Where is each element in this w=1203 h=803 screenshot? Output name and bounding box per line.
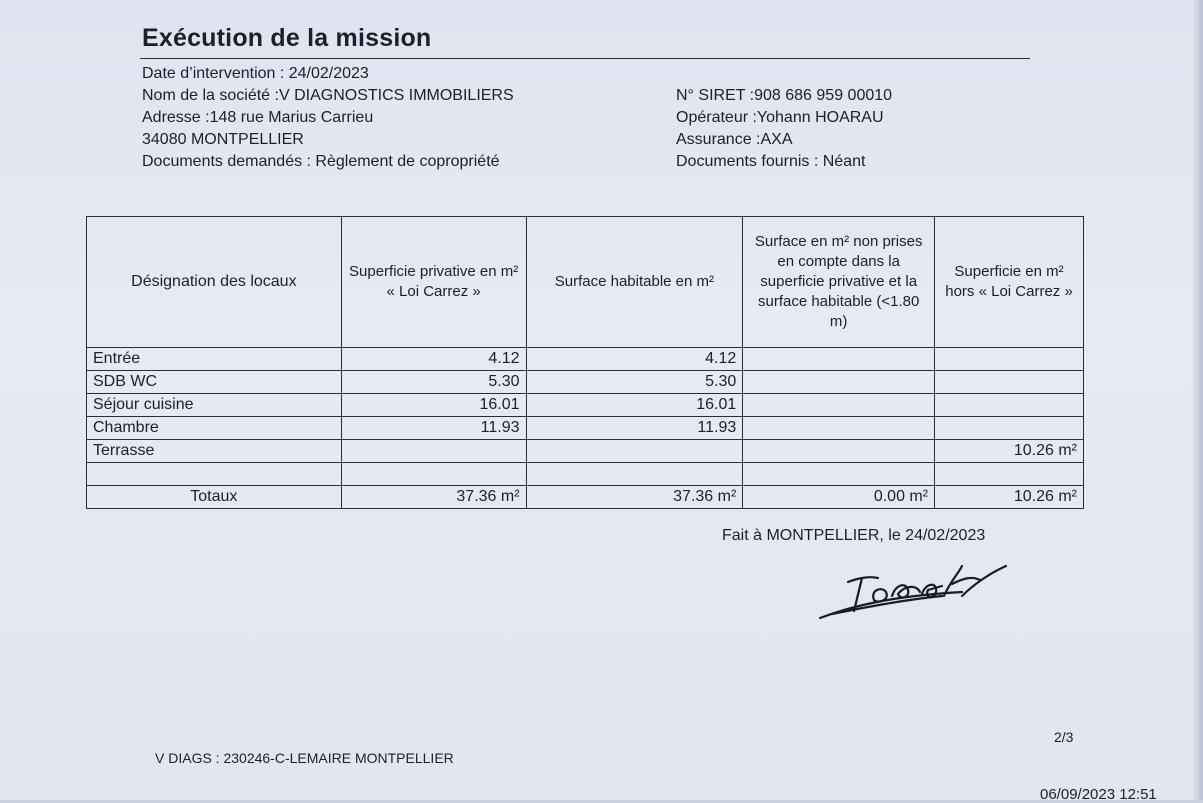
title-divider bbox=[140, 58, 1030, 59]
surface-table bbox=[86, 216, 1084, 509]
row-label bbox=[87, 463, 342, 486]
row-label: Entrée bbox=[87, 348, 342, 371]
cell-hors-carrez bbox=[935, 463, 1084, 486]
company-city: 34080 MONTPELLIER bbox=[142, 131, 304, 148]
table-header-row bbox=[87, 217, 1084, 348]
cell-hors-carrez bbox=[935, 371, 1084, 394]
cell-hors-carrez bbox=[935, 417, 1084, 440]
cell-hors-carrez bbox=[935, 394, 1084, 417]
table-row bbox=[87, 394, 1084, 417]
cell-habitable: 16.01 bbox=[526, 394, 743, 417]
cell-carrez: 5.30 bbox=[341, 371, 526, 394]
row-label: Séjour cuisine bbox=[87, 394, 342, 417]
company-address: Adresse :148 rue Marius Carrieu bbox=[142, 109, 374, 126]
header-hors-carrez: Superficie en m² hors « Loi Carrez » bbox=[935, 217, 1084, 348]
cell-habitable bbox=[526, 440, 743, 463]
cell-carrez bbox=[341, 463, 526, 486]
cell-habitable: 11.93 bbox=[526, 417, 743, 440]
siret-number: N° SIRET :908 686 959 00010 bbox=[676, 87, 893, 104]
totals-row bbox=[87, 486, 1084, 509]
header-designation: Désignation des locaux bbox=[87, 217, 342, 348]
table-row bbox=[87, 348, 1084, 371]
table-row bbox=[87, 463, 1084, 486]
header-habitable: Surface habitable en m² bbox=[526, 217, 743, 348]
cell-carrez bbox=[341, 440, 526, 463]
cell-carrez: 16.01 bbox=[341, 394, 526, 417]
row-label: SDB WC bbox=[87, 371, 342, 394]
cell-habitable: 4.12 bbox=[526, 348, 743, 371]
intervention-date: Date d’intervention : 24/02/2023 bbox=[142, 65, 369, 82]
documents-provided: Documents fournis : Néant bbox=[676, 153, 866, 170]
row-label: Chambre bbox=[87, 417, 342, 440]
total-hors-carrez: 10.26 m² bbox=[935, 486, 1084, 509]
total-habitable: 37.36 m² bbox=[526, 486, 743, 509]
scan-timestamp: 06/09/2023 12:51 bbox=[1040, 786, 1157, 803]
total-excluded: 0.00 m² bbox=[743, 486, 935, 509]
cell-carrez: 4.12 bbox=[341, 348, 526, 371]
total-carrez: 37.36 m² bbox=[341, 486, 526, 509]
cell-habitable: 5.30 bbox=[526, 371, 743, 394]
cell-excluded bbox=[743, 371, 935, 394]
info-left-block bbox=[142, 63, 514, 173]
page-title: Exécution de la mission bbox=[142, 24, 432, 52]
cell-carrez: 11.93 bbox=[341, 417, 526, 440]
page-number: 2/3 bbox=[1054, 729, 1074, 745]
documents-requested: Documents demandés : Règlement de copropriété bbox=[142, 153, 500, 170]
operator-name: Opérateur :Yohann HOARAU bbox=[676, 109, 884, 126]
cell-excluded bbox=[743, 394, 935, 417]
table-row bbox=[87, 417, 1084, 440]
cell-excluded bbox=[743, 417, 935, 440]
cell-excluded bbox=[743, 348, 935, 371]
footer-reference: V DIAGS : 230246-C-LEMAIRE MONTPELLIER bbox=[155, 750, 454, 766]
paper-edge bbox=[1191, 0, 1203, 800]
header-excluded: Surface en m² non prises en compte dans la superficie privative et la surface habitable (<1.80 m) bbox=[743, 217, 935, 348]
totals-label: Totaux bbox=[87, 486, 342, 509]
place-and-date: Fait à MONTPELLIER, le 24/02/2023 bbox=[722, 527, 986, 544]
info-right-block bbox=[676, 85, 892, 173]
header-carrez: Superficie privative en m² « Loi Carrez » bbox=[341, 217, 526, 348]
cell-hors-carrez: 10.26 m² bbox=[935, 440, 1084, 463]
cell-excluded bbox=[743, 440, 935, 463]
cell-excluded bbox=[743, 463, 935, 486]
cell-hors-carrez bbox=[935, 348, 1084, 371]
cell-habitable bbox=[526, 463, 743, 486]
table-row bbox=[87, 440, 1084, 463]
table-row bbox=[87, 371, 1084, 394]
handwritten-signature-icon bbox=[812, 556, 1012, 631]
row-label: Terrasse bbox=[87, 440, 342, 463]
insurance: Assurance :AXA bbox=[676, 131, 793, 148]
company-name: Nom de la société :V DIAGNOSTICS IMMOBILIERS bbox=[142, 87, 514, 104]
